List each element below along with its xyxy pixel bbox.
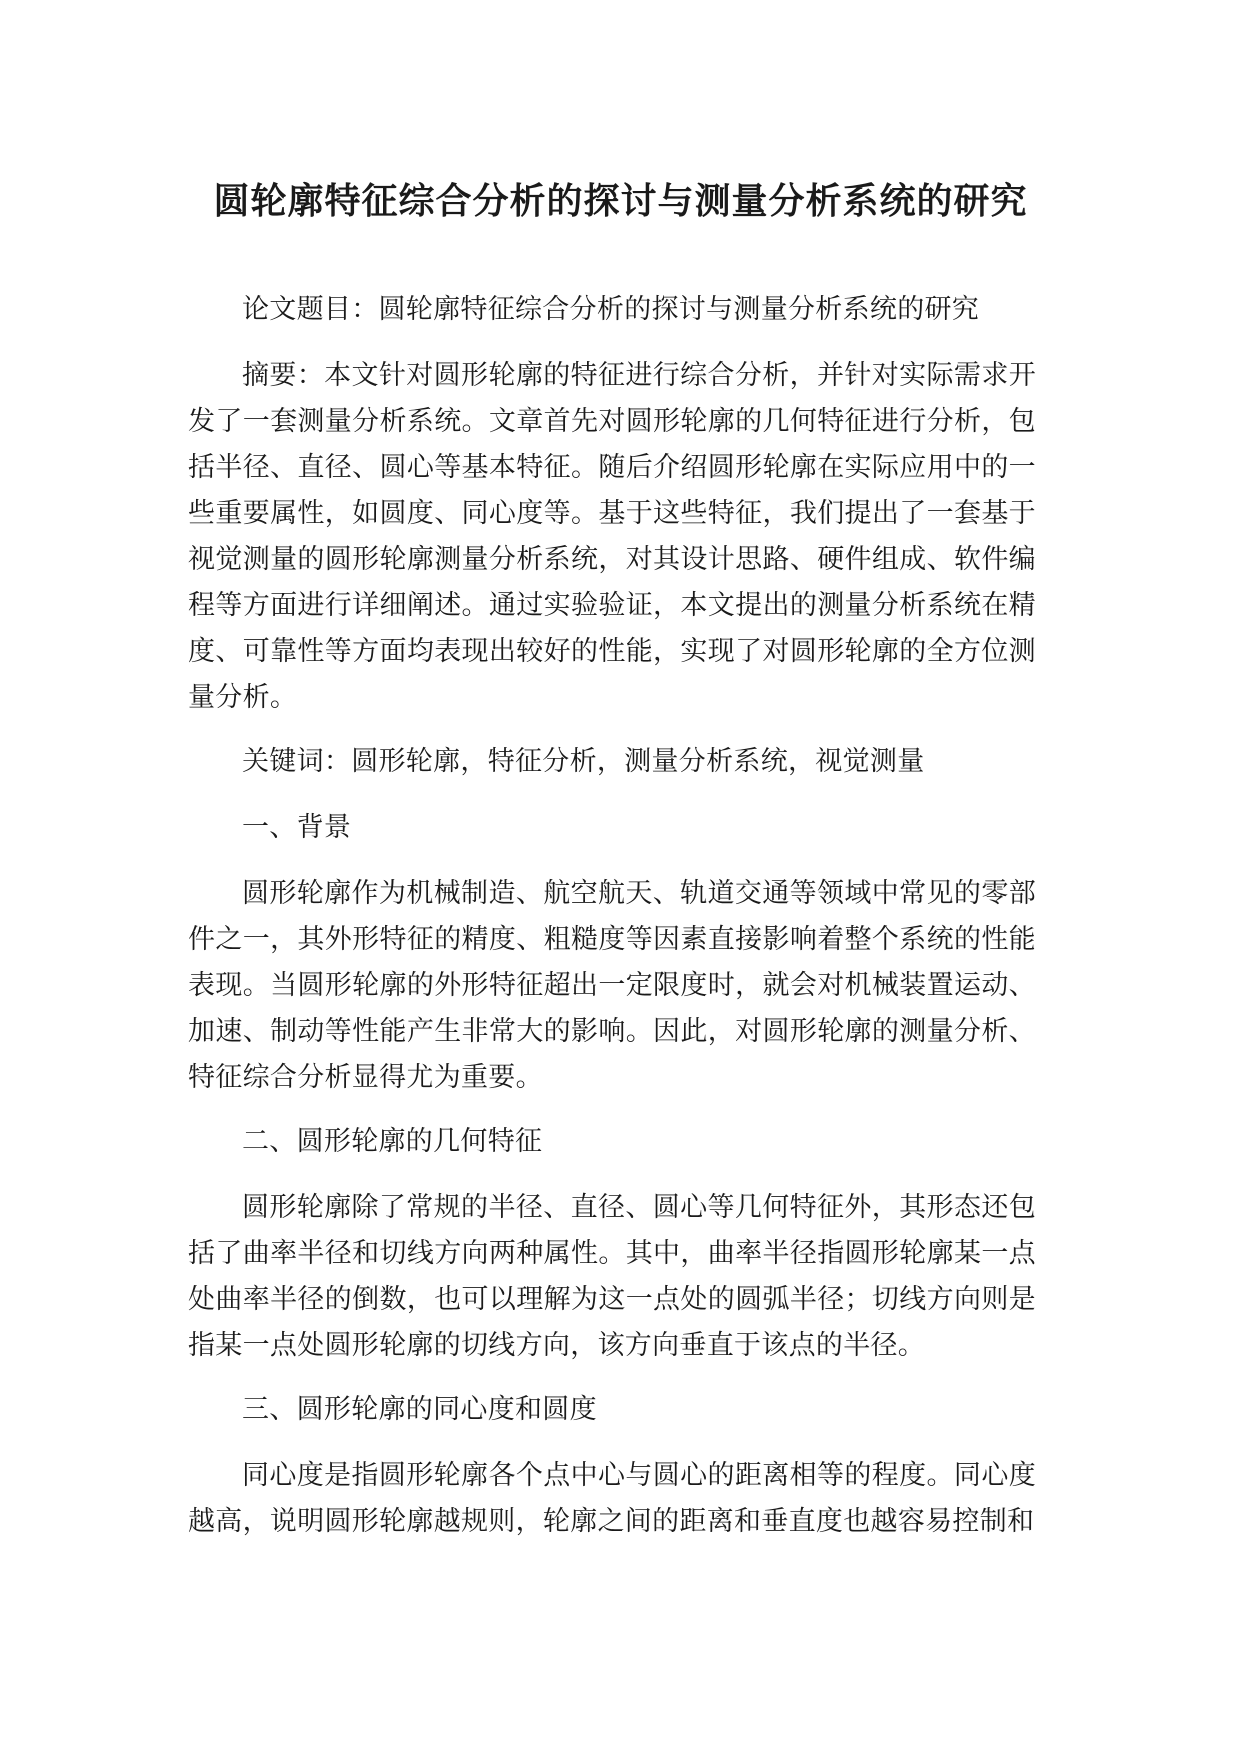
- section-heading-concentricity: 三、圆形轮廓的同心度和圆度: [242, 1394, 597, 1425]
- abstract-paragraph: 摘要：本文针对圆形轮廓的特征进行综合分析，并针对实际需求开发了一套测量分析系统。文章首先对圆形轮廓的几何特征进行分析，包括半径、直径、圆心等基本特征。随后介绍圆形轮廓在实际应用中的一些重要属性，如圆度、同心度等。基于这些特征，我们提出了一套基于视觉测量的圆形轮廓测量分析系统，对其设计思路、硬件组成、软件编程等方面进行详细阐述。通过实验验证，本文提出的测量分析系统在精度、可靠性等方面均表现出较好的性能，实现了对圆形轮廓的全方位测量分析。: [188, 360, 1036, 713]
- section-heading-background: 一、背景: [242, 812, 352, 843]
- background-paragraph: 圆形轮廓作为机械制造、航空航天、轨道交通等领域中常见的零部件之一，其外形特征的精度、粗糙度等因素直接影响着整个系统的性能表现。当圆形轮廓的外形特征超出一定限度时，就会对机械装置运动、加速、制动等性能产生非常大的影响。因此，对圆形轮廓的测量分析、特征综合分析显得尤为重要。: [188, 878, 1036, 1093]
- keywords-line: 关键词：圆形轮廓，特征分析，测量分析系统，视觉测量: [242, 746, 925, 777]
- geometry-paragraph: 圆形轮廓除了常规的半径、直径、圆心等几何特征外，其形态还包括了曲率半径和切线方向两种属性。其中，曲率半径指圆形轮廓某一点处曲率半径的倒数，也可以理解为这一点处的圆弧半径；切线方向则是指某一点处圆形轮廓的切线方向，该方向垂直于该点的半径。: [188, 1192, 1036, 1361]
- document-title: 圆轮廓特征综合分析的探讨与测量分析系统的研究: [213, 181, 1028, 222]
- section-heading-geometry: 二、圆形轮廓的几何特征: [242, 1126, 543, 1157]
- paper-title-line: 论文题目：圆轮廓特征综合分析的探讨与测量分析系统的研究: [242, 294, 980, 325]
- document-body: [188, 287, 1036, 1563]
- concentricity-paragraph: 同心度是指圆形轮廓各个点中心与圆心的距离相等的程度。同心度越高，说明圆形轮廓越规则，轮廓之间的距离和垂直度也越容易控制和: [188, 1460, 1036, 1537]
